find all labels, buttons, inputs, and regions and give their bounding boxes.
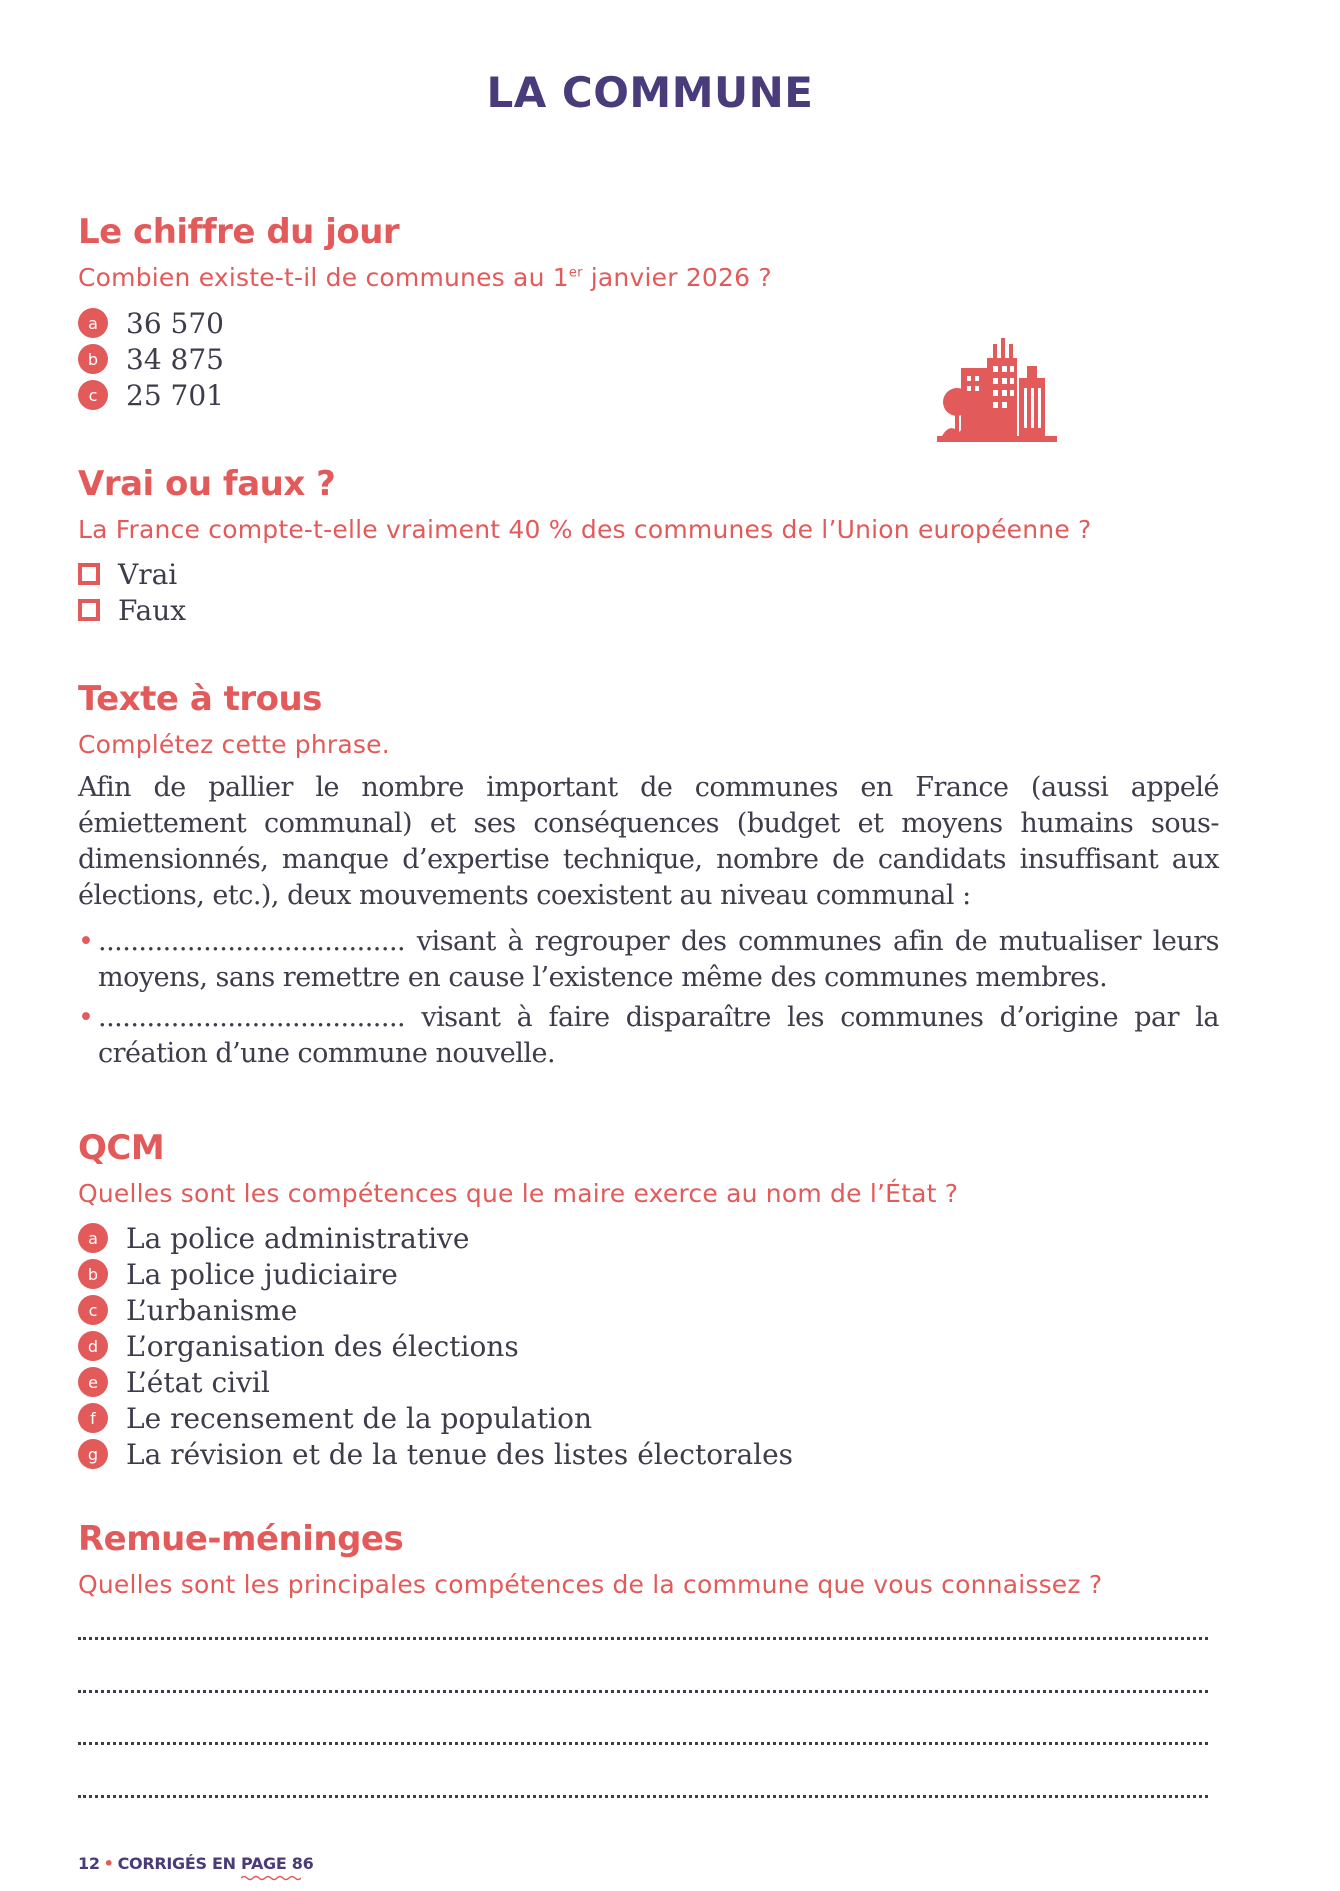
qcm-option-a[interactable] bbox=[78, 1220, 469, 1256]
qcm-option-e[interactable] bbox=[78, 1364, 270, 1400]
bullet-dot-icon: • bbox=[78, 926, 94, 957]
option-a[interactable] bbox=[78, 305, 224, 341]
footer bbox=[78, 1854, 313, 1873]
answer-line[interactable] bbox=[78, 1690, 1208, 1693]
option-text: La révision et de la tenue des listes électorales bbox=[126, 1437, 794, 1471]
option-letter-badge: a bbox=[78, 308, 108, 338]
option-b[interactable] bbox=[78, 341, 224, 377]
question-qcm: Quelles sont les compétences que le maire exerce au nom de l’État ? bbox=[78, 1179, 959, 1208]
section-heading-remue-meninges: Remue-méninges bbox=[78, 1519, 404, 1559]
footer-page-link[interactable] bbox=[241, 1854, 313, 1873]
qcm-option-g[interactable] bbox=[78, 1436, 793, 1472]
option-text: La police judiciaire bbox=[126, 1257, 398, 1291]
page-number: 12 bbox=[78, 1854, 100, 1873]
bullet-item-1 bbox=[78, 924, 1219, 996]
question-vrai-ou-faux: La France compte-t-elle vraiment 40 % des communes de l’Union européenne ? bbox=[78, 515, 1092, 544]
qcm-option-d[interactable] bbox=[78, 1328, 519, 1364]
option-letter-badge: b bbox=[78, 344, 108, 374]
instruction-texte-a-trous: Complétez cette phrase. bbox=[78, 730, 390, 759]
option-letter-badge: c bbox=[78, 380, 108, 410]
question-remue-meninges: Quelles sont les principales compétences de la commune que vous connaissez ? bbox=[78, 1570, 1103, 1599]
checkbox-option-vrai[interactable] bbox=[78, 556, 177, 592]
question-chiffre-du-jour bbox=[78, 263, 772, 292]
bullet-text: ...................................... visant à faire disparaître les communes d’origine par la création d’une commune nouvelle. bbox=[98, 1002, 1219, 1069]
option-text: L’urbanisme bbox=[126, 1293, 298, 1327]
option-letter-badge: e bbox=[78, 1367, 108, 1397]
option-text: 36 570 bbox=[126, 306, 224, 340]
texte-a-trous-paragraph: Afin de pallier le nombre important de communes en France (aussi appelé émiettement communal) et ses conséquences (budget et moyens humains sous-dimensionnés, manque d’expertise technique, nombre de candidats insuffisant aux élections, etc.), deux mouvements coexistent au niveau communal : bbox=[78, 772, 1219, 911]
wavy-underline-icon bbox=[241, 1875, 301, 1881]
qcm-option-b[interactable] bbox=[78, 1256, 398, 1292]
bullet-item-2 bbox=[78, 1000, 1219, 1072]
answer-line[interactable] bbox=[78, 1795, 1208, 1798]
option-text: 25 701 bbox=[126, 378, 224, 412]
option-text: Faux bbox=[118, 593, 187, 627]
option-text: L’organisation des élections bbox=[126, 1329, 519, 1363]
qcm-option-c[interactable] bbox=[78, 1292, 297, 1328]
footer-page-label: PAGE 86 bbox=[241, 1854, 314, 1873]
option-text: La police administrative bbox=[126, 1221, 470, 1255]
option-text: 34 875 bbox=[126, 342, 224, 376]
bullet-dot-icon: • bbox=[78, 1002, 94, 1033]
checkbox-option-faux[interactable] bbox=[78, 592, 186, 628]
city-buildings-icon bbox=[935, 330, 1060, 455]
option-text: L’état civil bbox=[126, 1365, 270, 1399]
option-c[interactable] bbox=[78, 377, 224, 413]
option-letter-badge: c bbox=[78, 1295, 108, 1325]
footer-separator: • bbox=[103, 1854, 114, 1873]
checkbox-icon[interactable] bbox=[78, 599, 100, 621]
option-letter-badge: b bbox=[78, 1259, 108, 1289]
footer-corriges-text: CORRIGÉS EN bbox=[117, 1854, 236, 1873]
option-letter-badge: g bbox=[78, 1439, 108, 1469]
answer-line[interactable] bbox=[78, 1742, 1208, 1745]
option-letter-badge: f bbox=[78, 1403, 108, 1433]
checkbox-icon[interactable] bbox=[78, 563, 100, 585]
section-heading-qcm: QCM bbox=[78, 1128, 165, 1168]
bullet-text: ...................................... visant à regrouper des communes afin de mutualiser leurs moyens, sans remettre en cause l’existence même des communes membres. bbox=[98, 926, 1219, 993]
qcm-option-f[interactable] bbox=[78, 1400, 592, 1436]
section-heading-texte-a-trous: Texte à trous bbox=[78, 679, 322, 719]
question-text-before: Combien existe-t-il de communes au 1 bbox=[78, 263, 569, 292]
section-heading-vrai-ou-faux: Vrai ou faux ? bbox=[78, 464, 336, 504]
option-letter-badge: d bbox=[78, 1331, 108, 1361]
option-letter-badge: a bbox=[78, 1223, 108, 1253]
page-title: LA COMMUNE bbox=[486, 68, 814, 117]
section-heading-chiffre-du-jour: Le chiffre du jour bbox=[78, 212, 400, 252]
question-text-after: janvier 2026 ? bbox=[582, 263, 772, 292]
ordinal-superscript: er bbox=[568, 265, 583, 281]
answer-line[interactable] bbox=[78, 1637, 1208, 1640]
option-text: Le recensement de la population bbox=[126, 1401, 592, 1435]
option-text: Vrai bbox=[118, 557, 178, 591]
